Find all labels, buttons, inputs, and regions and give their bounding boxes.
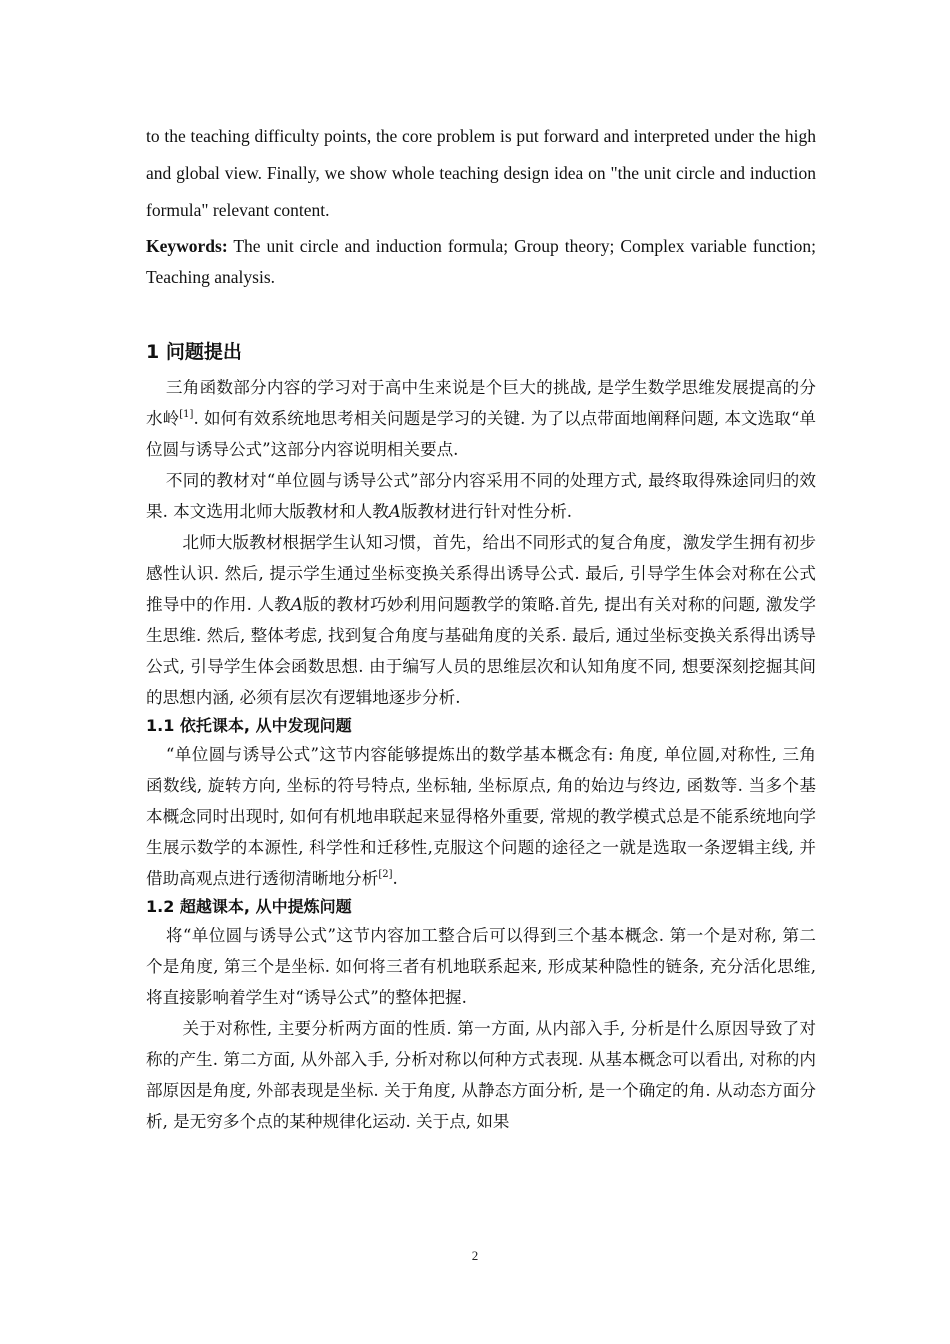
section-1-2-title: 1.2 超越课本, 从中提炼问题 (146, 897, 352, 916)
paragraph-text: 不同的教材对“单位圆与诱导公式”部分内容采用不同的处理方式, 最终取得殊途同归的效果. 本文选用北师大版教材和人教 (146, 471, 816, 521)
section-1-1-title: 1.1 依托课本, 从中发现问题 (146, 716, 352, 735)
keywords-text: The unit circle and induction formula; Group theory; Complex variable function; Teaching analysis. (146, 236, 816, 287)
edition-variable: A (290, 595, 303, 614)
paragraph-text: “单位圆与诱导公式”这节内容能够提炼出的数学基本概念有: 角度, 单位圆,对称性, 三角函数线, 旋转方向, 坐标的符号特点, 坐标轴, 坐标原点, 角的始边与终边, 函数等. 当多个基本概念同时出现时, 如何有机地串联起来显得格外重要, 常规的教学模式总是不能系统地向学生展示数学的本源性, 科学性和迁移性,克服这个问题的途径之一就是选取一条逻辑主线, 并借助高观点进行透彻清晰地分析 (146, 745, 816, 888)
section-1-2-paragraph-2: 关于对称性, 主要分析两方面的性质. 第一方面, 从内部入手, 分析是什么原因导致了对称的产生. 第二方面, 从外部入手, 分析对称以何种方式表现. 从基本概念可以看出, 对称的内部原因是角度, 外部表现是坐标. 关于角度, 从静态方面分析, 是一个确定的角. 从动态方面分析, 是无穷多个点的某种规律化运动. 关于点, 如果 (146, 1019, 816, 1131)
edition-variable: A (388, 502, 401, 521)
section-1-paragraph-2 (146, 465, 816, 527)
paragraph-text: . 如何有效系统地思考相关问题是学习的关键. 为了以点带面地阐释问题, 本文选取“单位圆与诱导公式”这部分内容说明相关要点. (146, 409, 816, 459)
section-1-2-paragraph-1: 将“单位圆与诱导公式”这节内容加工整合后可以得到三个基本概念. 第一个是对称, 第二个是角度, 第三个是坐标. 如何将三者有机地联系起来, 形成某种隐性的链条, 充分活化思维, 将直接影响着学生对“诱导公式”的整体把握. (146, 926, 816, 1007)
paragraph-text: . (392, 869, 398, 888)
citation-1: [1] (179, 409, 194, 420)
section-1-paragraph-1 (146, 372, 816, 465)
paragraph-text: 北师大版教材根据学生认知习惯，首先，给出不同形式的复合角度，激发学生拥有初步感性认识. 然后, 提示学生通过坐标变换关系得出诱导公式. 最后, 引导学生体会对称在公式推导中的作用. 人教 (146, 533, 816, 614)
citation-2: [2] (378, 869, 393, 880)
page-body (146, 118, 816, 1137)
section-1-1-paragraph-1 (146, 739, 816, 894)
paragraph-text: 三角函数部分内容的学习对于高中生来说是个巨大的挑战, 是学生数学思维发展提高的分水岭 (146, 378, 816, 428)
abstract-tail: to the teaching difficulty points, the core problem is put forward and interpreted under the high and global view. Finally, we show whole teaching design idea on "the unit circle and induction formula" relevant content. (146, 126, 816, 220)
section-1-title: 1 问题提出 (146, 341, 242, 363)
paragraph-text: 版教材进行针对性分析. (400, 502, 573, 521)
keywords (146, 231, 816, 293)
paragraph-text: 版的教材巧妙利用问题教学的策略.首先, 提出有关对称的问题, 激发学生思维. 然后, 整体考虑, 找到复合角度与基础角度的关系. 最后, 通过坐标变换关系得出诱导公式, 引导学生体会函数思想. 由于编写人员的思维层次和认知角度不同, 想要深刻挖掘其间的思想内涵, 必须有层次有逻辑地逐步分析. (146, 595, 816, 707)
keywords-label: Keywords: (146, 236, 228, 256)
section-1-paragraph-3 (146, 527, 816, 713)
page-number: 2 (471, 1248, 479, 1263)
